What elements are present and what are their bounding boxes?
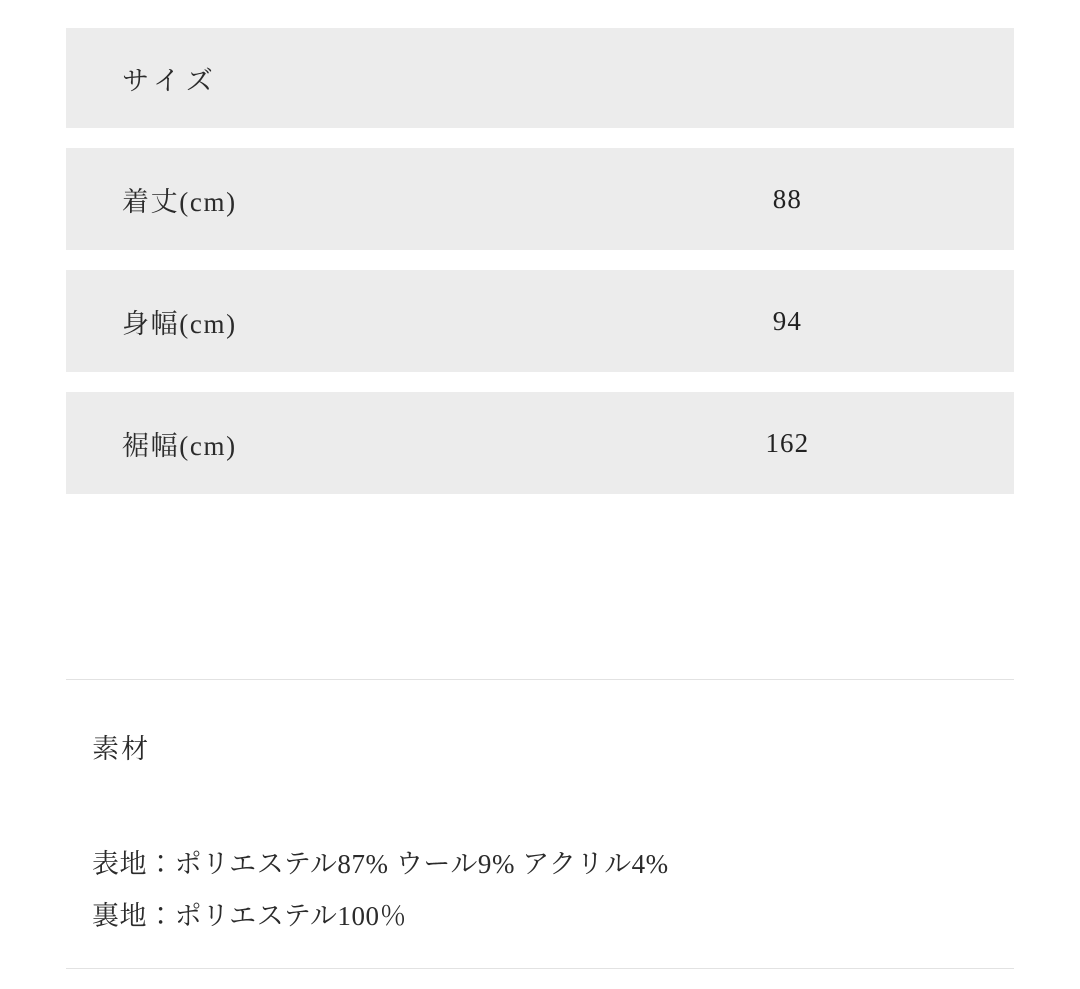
- material-heading: 素材: [92, 734, 151, 764]
- material-line-outer: 表地：ポリエステル87% ウール9% アクリル4%: [92, 849, 669, 879]
- size-row-value: 94: [772, 305, 802, 336]
- size-table: [66, 28, 1014, 514]
- size-row-value-holder: [237, 184, 1014, 215]
- size-table-heading: サイズ: [122, 65, 219, 96]
- size-row-value-holder: [237, 428, 1014, 459]
- table-row-inner: [66, 180, 1014, 219]
- size-row-value: 162: [765, 427, 810, 458]
- material-line-lining: 裏地：ポリエステル100％: [92, 901, 408, 931]
- size-row-label: 身幅(cm): [122, 308, 237, 339]
- size-row-value: 88: [772, 183, 802, 214]
- section-divider-top: [66, 679, 1014, 680]
- material-text-block: [92, 838, 669, 942]
- section-divider-bottom: [66, 968, 1014, 969]
- table-row-inner: [66, 302, 1014, 341]
- table-row: [66, 392, 1014, 494]
- size-row-label: 裾幅(cm): [122, 430, 237, 461]
- table-row: [66, 270, 1014, 372]
- table-row: [66, 148, 1014, 250]
- size-table-header-row: [66, 28, 1014, 128]
- size-row-label: 着丈(cm): [122, 186, 237, 217]
- size-row-value-holder: [237, 306, 1014, 337]
- table-row-inner: [66, 424, 1014, 463]
